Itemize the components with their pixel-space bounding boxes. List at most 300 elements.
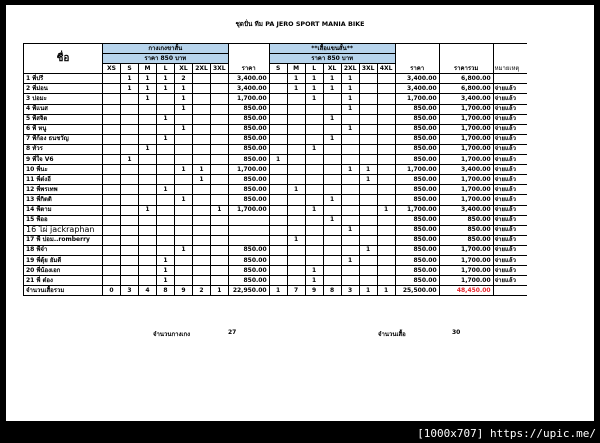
- pants-qty: 1: [157, 276, 175, 286]
- shirt-size-total: 1: [359, 286, 377, 296]
- shirt-size-header: XL: [323, 64, 341, 74]
- pants-qty: [103, 276, 121, 286]
- pants-qty: [211, 266, 229, 276]
- shirt-qty: 1: [305, 266, 323, 276]
- shirt-qty: [377, 134, 395, 144]
- shirt-qty: [377, 266, 395, 276]
- shirt-qty: [377, 155, 395, 165]
- pants-qty: [103, 215, 121, 225]
- pants-qty: [211, 245, 229, 255]
- pants-qty: [103, 94, 121, 104]
- shirt-qty: [269, 165, 287, 175]
- pants-qty: [139, 215, 157, 225]
- payment-status: จ่ายแล้ว: [493, 276, 527, 286]
- pants-price: 3,400.00: [228, 74, 269, 84]
- pants-qty: [157, 144, 175, 154]
- shirt-qty: [269, 134, 287, 144]
- shirt-size-header: S: [269, 64, 287, 74]
- member-name: 2 พี่ม่อน: [24, 84, 103, 94]
- pants-qty: [103, 255, 121, 265]
- shirt-qty: [305, 195, 323, 205]
- shirt-qty: 1: [305, 144, 323, 154]
- shirt-qty: [305, 104, 323, 114]
- shirt-qty: [287, 114, 305, 124]
- shirt-count-value: 30: [452, 329, 461, 336]
- shirt-price: 850.00: [395, 185, 439, 195]
- row-total: 3,400.00: [439, 94, 493, 104]
- pants-qty: [211, 74, 229, 84]
- shirt-qty: [287, 276, 305, 286]
- member-name: 15 พี่ออ: [24, 215, 103, 225]
- shirt-qty: [341, 205, 359, 215]
- pants-qty: [139, 266, 157, 276]
- shirt-qty: [323, 185, 341, 195]
- shirt-qty: [323, 124, 341, 134]
- pants-qty: 1: [139, 144, 157, 154]
- pants-qty: [121, 124, 139, 134]
- member-name: 7 พี่ก้อง ธนชวัญ: [24, 134, 103, 144]
- shirt-qty: [269, 114, 287, 124]
- pants-qty: [193, 144, 211, 154]
- shirt-qty: [269, 175, 287, 185]
- shirt-qty: [377, 104, 395, 114]
- shirt-qty: [305, 255, 323, 265]
- payment-status: จ่ายแล้ว: [493, 185, 527, 195]
- pants-size-total: 4: [139, 286, 157, 296]
- shirt-qty: [359, 205, 377, 215]
- pants-qty: [121, 114, 139, 124]
- payment-status: จ่ายแล้ว: [493, 155, 527, 165]
- row-total: 1,700.00: [439, 276, 493, 286]
- pants-qty: [103, 84, 121, 94]
- shirt-qty: 1: [341, 165, 359, 175]
- shirt-qty: [377, 185, 395, 195]
- table-row: [24, 104, 528, 114]
- shirt-qty: [269, 205, 287, 215]
- shirt-qty: [341, 185, 359, 195]
- pants-qty: [139, 114, 157, 124]
- shirt-qty: [377, 215, 395, 225]
- pants-price: 1,700.00: [228, 205, 269, 215]
- shirt-qty: [359, 266, 377, 276]
- shirt-qty: [305, 134, 323, 144]
- pants-price: [228, 225, 269, 235]
- pants-qty: 1: [139, 205, 157, 215]
- pants-qty: [175, 175, 193, 185]
- pants-qty: [157, 175, 175, 185]
- shirt-qty: [323, 235, 341, 245]
- shirt-qty: [269, 144, 287, 154]
- table-row: [24, 74, 528, 84]
- payment-status: จ่ายแล้ว: [493, 114, 527, 124]
- pants-qty: [121, 235, 139, 245]
- member-name: 10 พี่นะ: [24, 165, 103, 175]
- shirt-qty: [287, 104, 305, 114]
- row-total: 1,700.00: [439, 266, 493, 276]
- pants-qty: [175, 266, 193, 276]
- member-name: 9 พี่ใจ V6: [24, 155, 103, 165]
- shirt-qty: [341, 276, 359, 286]
- pants-qty: [175, 134, 193, 144]
- pants-qty: [139, 175, 157, 185]
- shirt-qty: [305, 124, 323, 134]
- shirt-price: 850.00: [395, 235, 439, 245]
- shirt-qty: [341, 215, 359, 225]
- shirt-qty: 1: [287, 185, 305, 195]
- pants-qty: [193, 245, 211, 255]
- pants-qty: 1: [121, 84, 139, 94]
- shirt-title: **เสื้อแขนสั้น**: [269, 44, 395, 54]
- pants-qty: [103, 195, 121, 205]
- member-name: 6 พี่ หนู: [24, 124, 103, 134]
- shirt-qty: 1: [287, 74, 305, 84]
- pants-qty: [121, 134, 139, 144]
- shirt-qty: [341, 144, 359, 154]
- row-total: 1,700.00: [439, 134, 493, 144]
- pants-qty: [193, 134, 211, 144]
- table-row: [24, 144, 528, 154]
- shirt-qty: [359, 124, 377, 134]
- pants-qty: [121, 266, 139, 276]
- pants-qty: 1: [139, 94, 157, 104]
- pants-size-total: 8: [157, 286, 175, 296]
- shirt-qty: [359, 74, 377, 84]
- shirt-qty: [305, 114, 323, 124]
- shirt-qty: [323, 165, 341, 175]
- table-row: [24, 245, 528, 255]
- shirt-qty: [287, 144, 305, 154]
- pants-size-header: M: [139, 64, 157, 74]
- table-row: [24, 255, 528, 265]
- shirt-qty: [341, 175, 359, 185]
- shirt-size-header: M: [287, 64, 305, 74]
- payment-status: จ่ายแล้ว: [493, 205, 527, 215]
- shirt-price: 850.00: [395, 255, 439, 265]
- pants-qty: [193, 124, 211, 134]
- pants-qty: [211, 114, 229, 124]
- pants-qty: [121, 225, 139, 235]
- pants-qty: [103, 185, 121, 195]
- shirt-qty: [377, 74, 395, 84]
- shirt-qty: [341, 155, 359, 165]
- pants-qty: [211, 104, 229, 114]
- payment-status: จ่ายแล้ว: [493, 215, 527, 225]
- shirt-qty: [305, 165, 323, 175]
- member-name: 13 พี่กิตติ: [24, 195, 103, 205]
- shirt-qty: [287, 175, 305, 185]
- pants-qty: 1: [211, 205, 229, 215]
- member-name: 14 พี่ตาม: [24, 205, 103, 215]
- shirt-qty: [287, 245, 305, 255]
- shirt-size-total: 3: [341, 286, 359, 296]
- shirt-qty: 1: [305, 84, 323, 94]
- pants-qty: [157, 235, 175, 245]
- pants-price: 850.00: [228, 266, 269, 276]
- shirt-qty: 1: [341, 225, 359, 235]
- pants-qty: 2: [175, 74, 193, 84]
- shirt-qty: 1: [359, 245, 377, 255]
- member-name: 11 พี่ต๋งอี: [24, 175, 103, 185]
- shirt-qty: [359, 276, 377, 286]
- shirt-qty: [305, 235, 323, 245]
- watermark: [1000x707] https://upic.me/: [417, 427, 596, 440]
- pants-size-total: 9: [175, 286, 193, 296]
- pants-price: 850.00: [228, 104, 269, 114]
- pants-qty: [103, 235, 121, 245]
- shirt-qty: [287, 255, 305, 265]
- shirt-qty: [341, 114, 359, 124]
- payment-status: จ่ายแล้ว: [493, 124, 527, 134]
- pants-qty: [211, 175, 229, 185]
- shirt-qty: [359, 185, 377, 195]
- pants-qty: 1: [157, 114, 175, 124]
- pants-qty: [211, 165, 229, 175]
- pants-qty: [121, 94, 139, 104]
- payment-status: จ่ายแล้ว: [493, 84, 527, 94]
- shirt-qty: [377, 165, 395, 175]
- shirt-price: 850.00: [395, 114, 439, 124]
- pants-price: 1,700.00: [228, 165, 269, 175]
- pants-qty: [193, 266, 211, 276]
- pants-title: กางเกงขาสั้น: [103, 44, 229, 54]
- pants-qty: 1: [121, 155, 139, 165]
- shirt-qty: 1: [323, 74, 341, 84]
- pants-qty: [193, 104, 211, 114]
- shirt-qty: 1: [341, 84, 359, 94]
- pants-qty: [211, 225, 229, 235]
- shirt-size-total: 7: [287, 286, 305, 296]
- pants-qty: [157, 124, 175, 134]
- shirt-qty: [359, 134, 377, 144]
- pants-price: 850.00: [228, 255, 269, 265]
- pants-qty: 1: [175, 245, 193, 255]
- member-name: 20 พี่น้องเอก: [24, 266, 103, 276]
- shirt-price: 3,400.00: [395, 74, 439, 84]
- pants-price: 1,700.00: [228, 94, 269, 104]
- pants-price: 850.00: [228, 114, 269, 124]
- pants-qty: [211, 155, 229, 165]
- pants-price: 3,400.00: [228, 84, 269, 94]
- pants-qty: [211, 185, 229, 195]
- pants-qty: [157, 245, 175, 255]
- note-header: หมายเหตุ: [493, 44, 527, 74]
- shirt-qty: [359, 84, 377, 94]
- shirt-qty: 1: [287, 235, 305, 245]
- pants-qty: 1: [157, 185, 175, 195]
- pants-qty: [211, 84, 229, 94]
- pants-qty: [211, 195, 229, 205]
- pants-qty: [103, 114, 121, 124]
- shirt-price: 850.00: [395, 144, 439, 154]
- pants-qty: 1: [175, 124, 193, 134]
- pants-qty: [139, 225, 157, 235]
- table-row: [24, 185, 528, 195]
- shirt-qty: [305, 155, 323, 165]
- pants-qty: [103, 245, 121, 255]
- pants-price: 850.00: [228, 144, 269, 154]
- pants-size-total: 2: [193, 286, 211, 296]
- shirt-price: 850.00: [395, 215, 439, 225]
- pants-size-header: L: [157, 64, 175, 74]
- shirt-size-total: 1: [377, 286, 395, 296]
- shirt-qty: 1: [377, 205, 395, 215]
- shirt-qty: [323, 245, 341, 255]
- shirt-qty: [359, 195, 377, 205]
- shirt-qty: [377, 255, 395, 265]
- shirt-price: 850.00: [395, 124, 439, 134]
- shirt-qty: 1: [359, 175, 377, 185]
- shirt-qty: 1: [305, 94, 323, 104]
- table-row: [24, 175, 528, 185]
- pants-qty: [175, 144, 193, 154]
- pants-qty: [157, 195, 175, 205]
- table-row: [24, 235, 528, 245]
- table-row: [24, 165, 528, 175]
- pants-qty: 1: [175, 84, 193, 94]
- shirt-qty: [287, 266, 305, 276]
- totals-row: [24, 286, 528, 296]
- pants-qty: [175, 185, 193, 195]
- shirt-qty: [341, 195, 359, 205]
- pants-qty: 1: [139, 74, 157, 84]
- shirt-qty: [377, 276, 395, 286]
- pants-qty: [139, 185, 157, 195]
- shirt-qty: [269, 276, 287, 286]
- table-row: [24, 134, 528, 144]
- member-name: 8 ทัวร: [24, 144, 103, 154]
- member-name: 19 พี่ตุ้ย ยัมดี: [24, 255, 103, 265]
- pants-price-total: 22,950.00: [228, 286, 269, 296]
- pants-qty: [193, 185, 211, 195]
- pants-qty: [211, 94, 229, 104]
- member-name: 21 พี่ ต๋อง: [24, 276, 103, 286]
- pants-qty: [193, 74, 211, 84]
- shirt-qty: [359, 144, 377, 154]
- shirt-qty: 1: [323, 114, 341, 124]
- shirt-qty: 1: [287, 84, 305, 94]
- row-total: 1,700.00: [439, 124, 493, 134]
- pants-qty: [211, 255, 229, 265]
- table-row: [24, 84, 528, 94]
- pants-qty: 1: [175, 94, 193, 104]
- pants-qty: [211, 235, 229, 245]
- shirt-qty: 1: [323, 84, 341, 94]
- pants-qty: [175, 225, 193, 235]
- pants-qty: [139, 276, 157, 286]
- pants-qty: 1: [157, 84, 175, 94]
- member-name: 3 ปอมะ: [24, 94, 103, 104]
- shirt-qty: [305, 175, 323, 185]
- pants-qty: [211, 215, 229, 225]
- shirt-qty: [341, 245, 359, 255]
- row-total: 6,800.00: [439, 84, 493, 94]
- shirt-qty: [287, 124, 305, 134]
- shirt-qty: [323, 276, 341, 286]
- pants-qty: 1: [139, 84, 157, 94]
- shirt-qty: [269, 94, 287, 104]
- shirt-price: 1,700.00: [395, 94, 439, 104]
- pants-size-total: 3: [121, 286, 139, 296]
- pants-qty: [103, 134, 121, 144]
- shirt-qty: [323, 266, 341, 276]
- payment-status: จ่ายแล้ว: [493, 225, 527, 235]
- shirt-price-header: ราคา: [395, 44, 439, 74]
- pants-price: 850.00: [228, 175, 269, 185]
- payment-status: จ่ายแล้ว: [493, 165, 527, 175]
- shirt-price: 3,400.00: [395, 84, 439, 94]
- shirt-qty: [377, 144, 395, 154]
- shirt-qty: [359, 114, 377, 124]
- shirt-qty: 1: [305, 205, 323, 215]
- shirt-qty: 1: [323, 134, 341, 144]
- pants-qty: 1: [157, 255, 175, 265]
- pants-count-value: 27: [228, 329, 237, 336]
- pants-qty: [121, 195, 139, 205]
- pants-qty: [193, 155, 211, 165]
- pants-qty: [103, 175, 121, 185]
- shirt-qty: [269, 84, 287, 94]
- member-name: 5 พี่สจิต: [24, 114, 103, 124]
- row-total: 1,700.00: [439, 155, 493, 165]
- pants-qty: [193, 84, 211, 94]
- pants-qty: [193, 114, 211, 124]
- pants-count-label: จำนวนกางเกง: [153, 331, 191, 338]
- pants-qty: [121, 144, 139, 154]
- row-total: 1,700.00: [439, 185, 493, 195]
- pants-qty: 1: [157, 266, 175, 276]
- member-name: 12 พี่พรเทพ: [24, 185, 103, 195]
- shirt-qty: [269, 74, 287, 84]
- pants-price: 850.00: [228, 155, 269, 165]
- shirt-qty: 1: [359, 165, 377, 175]
- pants-qty: [103, 225, 121, 235]
- shirt-qty: [341, 266, 359, 276]
- pants-qty: [121, 276, 139, 286]
- shirt-size-header: 2XL: [341, 64, 359, 74]
- table-row: [24, 114, 528, 124]
- shirt-size-header: L: [305, 64, 323, 74]
- pants-qty: [193, 235, 211, 245]
- shirt-qty: [359, 225, 377, 235]
- row-total: 3,400.00: [439, 205, 493, 215]
- pants-qty: 1: [175, 165, 193, 175]
- pants-qty: [193, 195, 211, 205]
- pants-qty: [121, 165, 139, 175]
- shirt-price: 850.00: [395, 134, 439, 144]
- shirt-qty: [359, 155, 377, 165]
- table-row: [24, 195, 528, 205]
- shirt-price: 850.00: [395, 195, 439, 205]
- shirt-unit-price: ราคา 850 บาท: [269, 54, 395, 64]
- shirt-qty: 1: [341, 124, 359, 134]
- pants-qty: [193, 215, 211, 225]
- shirt-qty: [323, 104, 341, 114]
- shirt-qty: [377, 195, 395, 205]
- pants-qty: [211, 134, 229, 144]
- member-name: 1 พี่ปรี: [24, 74, 103, 84]
- pants-price: 850.00: [228, 134, 269, 144]
- pants-price: 850.00: [228, 124, 269, 134]
- pants-qty: [121, 215, 139, 225]
- pants-qty: [157, 225, 175, 235]
- shirt-qty: [359, 235, 377, 245]
- shirt-qty: 1: [341, 104, 359, 114]
- pants-qty: 1: [193, 175, 211, 185]
- shirt-qty: [377, 94, 395, 104]
- row-total: 1,700.00: [439, 255, 493, 265]
- row-total: 850.00: [439, 225, 493, 235]
- pants-qty: [139, 255, 157, 265]
